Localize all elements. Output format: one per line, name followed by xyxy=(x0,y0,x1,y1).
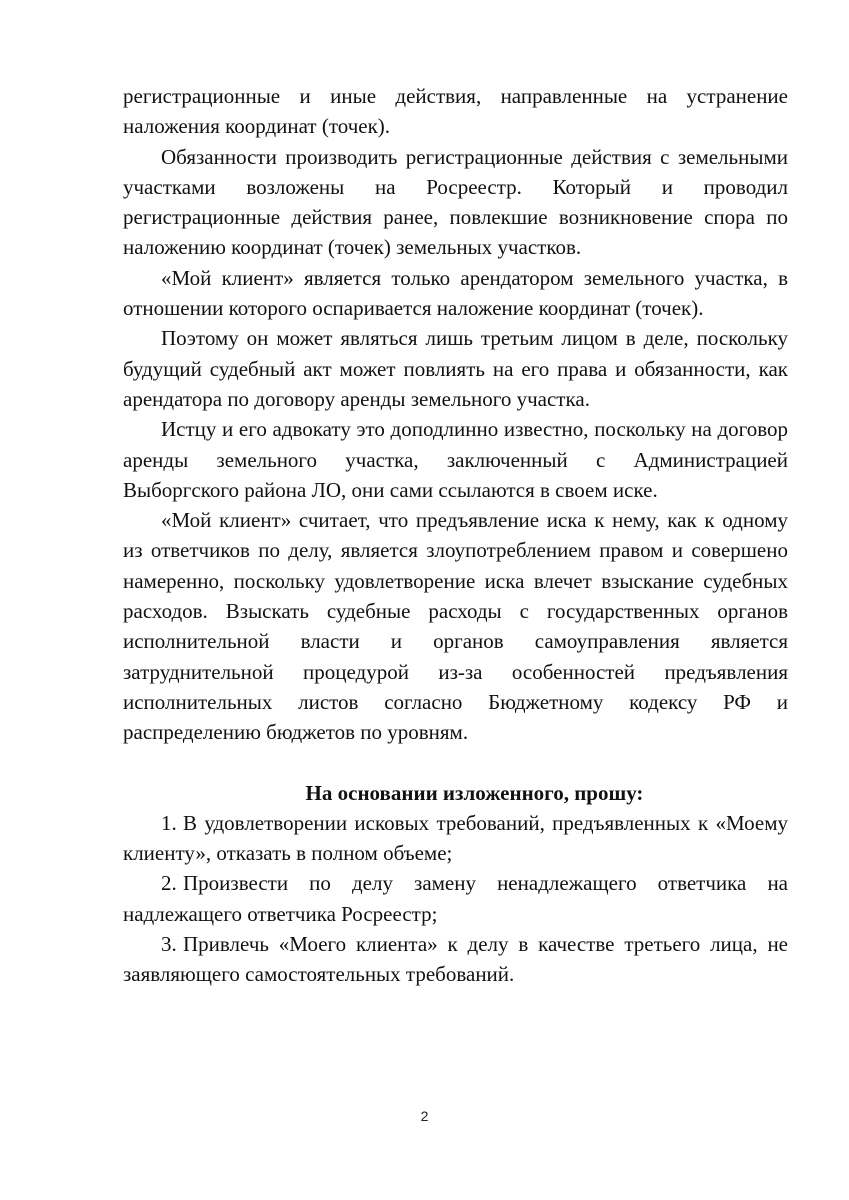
request-text: В удовлетворении исковых требований, предъявленных к «Моему клиенту», отказать в полном объеме; xyxy=(123,810,788,866)
paragraph-client-tenant: «Мой клиент» является только арендатором земельного участка, в отношении которого оспаривается наложение координат (точек). xyxy=(123,265,788,321)
request-text: Произвести по делу замену ненадлежащего ответчика на надлежащего ответчика Росреестр; xyxy=(123,871,788,926)
document-body xyxy=(123,81,788,990)
paragraph-continuation: регистрационные и иные действия, направленные на устранение наложения координат (точек). xyxy=(123,84,788,139)
paragraph-abuse-of-right: «Мой клиент» считает, что предъявление иска к нему, как к одному из ответчиков по делу, является злоупотреблением правом и совершено намеренно, поскольку удовлетворение иска влечет взыскание судебных расходов. Взыскать судебные расходы с государственных органов исполнительной власти и органов самоуправления является затруднительной процедурой из-за особенностей предъявления исполнительных листов согласно Бюджетному кодексу РФ и распределению бюджетов по уровням. xyxy=(123,508,788,745)
paragraph-third-party: Поэтому он может являться лишь третьим лицом в деле, поскольку будущий судебный акт может повлиять на его права и обязанности, как арендатора по договору аренды земельного участка. xyxy=(123,326,788,411)
request-item-2 xyxy=(123,868,788,929)
request-heading: На основании изложенного, прошу: xyxy=(305,780,644,805)
page-number: 2 xyxy=(420,1108,429,1124)
request-item-3 xyxy=(123,929,788,990)
request-number: 3. xyxy=(161,932,177,957)
paragraph-rosreestr-duties: Обязанности производить регистрационные действия с земельными участками возложены на Росреестр. Который и проводил регистрационные действия ранее, повлекшие возникновение спора по наложению координат (точек) земельных участков. xyxy=(123,144,788,260)
request-number: 1. xyxy=(161,810,177,835)
paragraph-plaintiff-aware: Истцу и его адвокату это доподлинно известно, поскольку на договор аренды земельного участка, заключенный с Администрацией Выборгского района ЛО, они сами ссылаются в своем иске. xyxy=(123,417,788,502)
request-text: Привлечь «Моего клиента» к делу в качестве третьего лица, не заявляющего самостоятельных требований. xyxy=(123,932,788,987)
request-item-1 xyxy=(123,808,788,869)
request-number: 2. xyxy=(161,871,177,896)
